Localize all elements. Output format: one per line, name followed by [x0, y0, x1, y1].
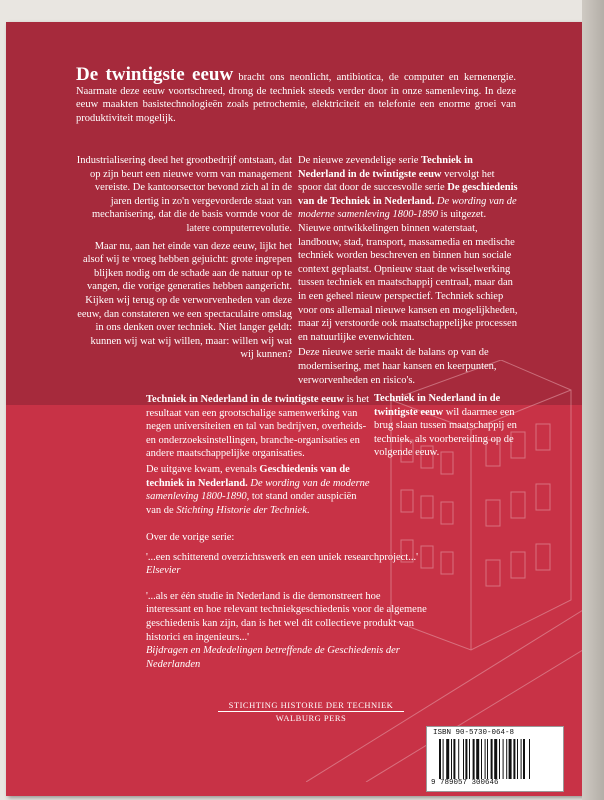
- barcode-bar: [506, 739, 507, 779]
- essay-paragraph-2: Maar nu, aan het einde van deze eeuw, lijkt het alsof wij te vroeg hebben gejuicht: grote ingrepen blijken nodig om de schade aan de natuur op te vangen, die vorige generaties hebben aangericht. Kijken wij terug op de verworvenheden van deze eeuw, dan constateren we een spectaculaire omslag in ons denken over techniek. Niet langer geldt: kunnen wij wat wij willen, maar: willen wij wat wij kunnen?: [77, 240, 292, 361]
- edition-text-a: De uitgave kwam, evenals: [146, 463, 260, 475]
- publisher-name: WALBURG PERS: [275, 713, 347, 723]
- barcode-bar: [487, 739, 488, 779]
- barcode-bar: [473, 739, 475, 779]
- barcode-bars: [439, 739, 557, 779]
- bridge-text: wil daarmee een brug slaan tussen maatschappij en techniek, als voorbereiding op de volgende eeuw.: [374, 406, 517, 459]
- intro-headline: De twintigste eeuw: [76, 64, 234, 85]
- series-paragraph-2: Deze nieuwe serie maakt de balans op van de modernisering, met haar kansen en keerpunten, verworvenheden en risico's.: [298, 347, 497, 386]
- barcode-bar: [446, 739, 449, 779]
- barcode-bar: [451, 739, 452, 779]
- barcode-bar: [517, 739, 518, 779]
- barcode-bar: [503, 739, 504, 779]
- previous-series-subtitle: De wording van de moderne samenleving 1800-1890: [298, 195, 517, 221]
- intro-text: [76, 64, 516, 125]
- bridge-title: Techniek in Nederland in de twintigste eeuw: [374, 393, 501, 418]
- essay-paragraph-1: Industrialisering deed het grootbedrijf ontstaan, dat op zijn beurt een nieuwe vorm van management vereiste. De kantoorsector bevond zich al in de jaren dertig in zo'n vergevorderde staat van mechanisering, dat die de basis vormde voor de latere computerrevolutie.: [76, 155, 292, 234]
- review-quote-1: '...een schitterend overzichtswerk en een uniek researchproject...': [146, 551, 418, 563]
- barcode-bar: [453, 739, 455, 779]
- publisher-rule: [218, 711, 404, 712]
- project-text: is het resultaat van een grootschalige samenwerking van negen universiteiten en tal van bedrijven, overheids- en onderzoeksinstellingen, branche-organisaties en andere maatschappelijke organisaties.: [146, 394, 370, 460]
- barcode-bar: [485, 739, 486, 779]
- back-cover: [6, 22, 584, 796]
- barcode-bar: [476, 739, 479, 779]
- previous-series-title: De geschiedenis van de Techniek in Nederland.: [298, 182, 518, 207]
- series-title: Techniek in Nederland in de twintigste eeuw: [298, 155, 473, 180]
- barcode-bar: [443, 739, 444, 779]
- series-text-f: is uitgezet. Nieuwe ontwikkelingen binnen waterstaat, landbouw, stad, transport, massamedia en medische techniek worden beschreven en binnen hun sociale context geplaatst. Opnieuw staat de wisselwerking tussen techniek en maatschappij centraal, maar dan in een geheel nieuw perspectief. Techniek schiep voor ons allemaal nieuwe kansen en mogelijkheden, maar zij verstoorde ook maatschappelijke processen en natuurlijke evenwichten.: [298, 209, 518, 343]
- barcode-bar: [458, 739, 459, 779]
- series-text-a: De nieuwe zevendelige serie: [298, 155, 422, 166]
- barcode-bar: [529, 739, 530, 779]
- publisher-foundation: STICHTING HISTORIE DER TECHNIEK: [228, 700, 394, 710]
- publisher-block: [208, 700, 414, 723]
- isbn-text: ISBN 90-5730-064-8: [433, 729, 515, 737]
- barcode-bar: [523, 739, 525, 779]
- barcode-bar: [521, 739, 522, 779]
- review-source-2: Bijdragen en Mededelingen betreffende de Geschiedenis der Nederlanden: [146, 645, 400, 670]
- barcode: [426, 726, 564, 792]
- essay-column: [76, 154, 292, 362]
- foundation-name: Stichting Historie der Techniek: [176, 504, 307, 516]
- series-text-c: vervolgt het spoor dat door de succesvolle serie: [298, 168, 495, 194]
- edition-italic-title: De wording van de moderne samenleving 1800-1890: [146, 477, 370, 503]
- intro-body: bracht ons neonlicht, antibiotica, de computer en kernenergie. Naarmate deze eeuw voortschreed, drong de techniek steeds verder door in onze samenleving. In deze eeuw maakten basistechnologieën zoals petrochemie, elektriciteit en telefonie een enorme groei van produktiviteit mogelijk.: [76, 72, 516, 124]
- shrinkwrap-edge: [582, 0, 604, 800]
- edition-text-end: .: [306, 504, 310, 516]
- barcode-bar: [469, 739, 470, 779]
- barcode-bar: [509, 739, 512, 779]
- barcode-bar: [481, 739, 482, 779]
- review-source-1: Elsevier: [146, 565, 181, 577]
- bridge-column: [374, 392, 524, 460]
- ean-text: 9 789057 300646: [431, 779, 499, 787]
- project-title: Techniek in Nederland in de twintigste eeuw: [146, 394, 344, 405]
- reviews-intro: Over de vorige serie:: [146, 532, 235, 543]
- project-column: [146, 393, 372, 517]
- barcode-bar: [439, 739, 441, 779]
- reviews-block: [146, 531, 428, 671]
- barcode-bar: [463, 739, 464, 779]
- barcode-bar: [499, 739, 500, 779]
- barcode-bar: [465, 739, 467, 779]
- barcode-bar: [513, 739, 515, 779]
- review-quote-2: '...als er één studie in Nederland is die demonstreert hoe interessant en hoe relevant techniekgeschiedenis voor de algemene geschiedenis kan zijn, dan is het wel dit collectieve produkt van historici en ingenieurs...': [146, 590, 427, 643]
- barcode-bar: [491, 739, 493, 779]
- edition-text-c: , tot stand onder auspiciën van de: [146, 491, 357, 516]
- series-column: [298, 154, 520, 387]
- edition-bold-title: Geschiedenis van de techniek in Nederland.: [146, 463, 350, 489]
- barcode-bar: [494, 739, 497, 779]
